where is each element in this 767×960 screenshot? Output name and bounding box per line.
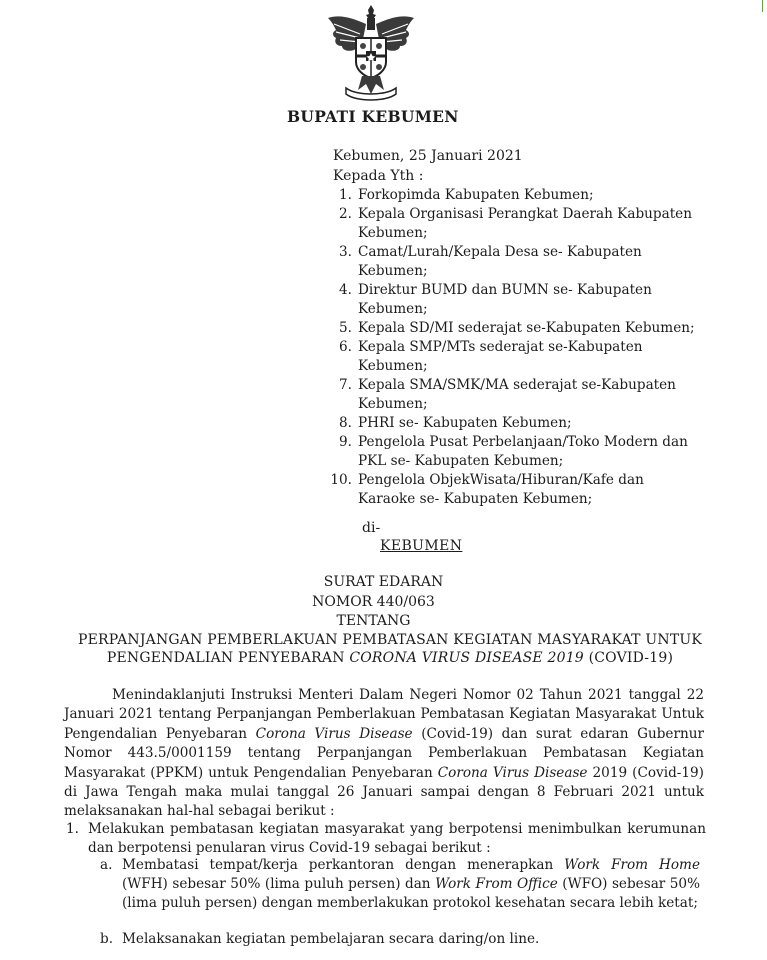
issuer-title: BUPATI KEBUMEN [287, 107, 459, 126]
letter-date: Kebumen, 25 Januari 2021 [333, 148, 523, 164]
instruction-subitem: b. Melaksanakan kegiatan pembelajaran secara daring/on line. [100, 931, 540, 947]
recipient-item: 8. PHRI se- Kabupaten Kebumen; [339, 415, 572, 431]
page-edge-mark [762, 0, 763, 12]
recipient-item: 4. Direktur BUMD dan BUMN se- Kabupaten Kebumen; [339, 282, 652, 317]
addressee-label: Kepada Yth : [333, 168, 424, 184]
circular-about: TENTANG [336, 613, 411, 629]
recipient-item: 9. Pengelola Pusat Perbelanjaan/Toko Modern dan PKL se- Kabupaten Kebumen; [339, 434, 688, 469]
di-label: di- [362, 520, 381, 536]
circular-title-line2: PENGENDALIAN PENYEBARAN CORONA VIRUS DISEASE 2019 (COVID-19) [106, 650, 674, 666]
instruction-subitem: a. Membatasi tempat/kerja perkantoran dengan menerapkan Work From Home (WFH) sebesar 50% (lima puluh persen) dan Work From Office (WFO) sebesar 50% (lima puluh persen) dengan memberlakukan protokol kesehatan secara lebih ketat; [100, 857, 700, 911]
recipient-item: 1. Forkopimda Kabupaten Kebumen; [339, 187, 594, 203]
recipient-item: 2. Kepala Organisasi Perangkat Daerah Kabupaten Kebumen; [339, 206, 692, 241]
garuda-emblem-icon [322, 4, 420, 104]
circular-title-line1: PERPANJANGAN PEMBERLAKUAN PEMBATASAN KEGIATAN MASYARAKAT UNTUK [77, 632, 703, 648]
circular-number: NOMOR 440/063 [312, 594, 435, 610]
circular-type: SURAT EDARAN [323, 574, 444, 590]
recipient-item: 3. Camat/Lurah/Kepala Desa se- Kabupaten Kebumen; [339, 244, 642, 279]
recipient-item: 7. Kepala SMA/SMK/MA sederajat se-Kabupaten Kebumen; [339, 377, 676, 412]
recipient-list [325, 186, 705, 509]
recipient-item: 6. Kepala SMP/MTs sederajat se-Kabupaten Kebumen; [339, 339, 643, 374]
recipient-item: 10. Pengelola ObjekWisata/Hiburan/Kafe dan Karaoke se- Kabupaten Kebumen; [330, 472, 644, 507]
opening-paragraph: Menindaklanjuti Instruksi Menteri Dalam Negeri Nomor 02 Tahun 2021 tanggal 22 Januari 2021 tentang Perpanjangan Pemberlakuan Pembatasan Kegiatan Masyarakat Untuk Pengendalian Penyebaran Corona Virus Disease (Covid-19) dan surat edaran Gubernur Nomor 443.5/0001159 tentang Perpanjangan Pemberlakuan Pembatasan Kegiatan Masyarakat (PPKM) untuk Pengendalian Penyebaran Corona Virus Disease 2019 (Covid-19) di Jawa Tengah maka mulai tanggal 26 Januari sampai dengan 8 Februari 2021 untuk melaksanakan hal-hal sebagai berikut : [64, 687, 704, 820]
instruction-item: 1. Melakukan pembatasan kegiatan masyarakat yang berpotensi menimbulkan kerumunan dan berpotensi penularan virus Covid-19 sebagai berikut : [66, 821, 706, 856]
recipient-item: 5. Kepala SD/MI sederajat se-Kabupaten Kebumen; [339, 320, 695, 336]
destination-city: KEBUMEN [380, 538, 463, 554]
